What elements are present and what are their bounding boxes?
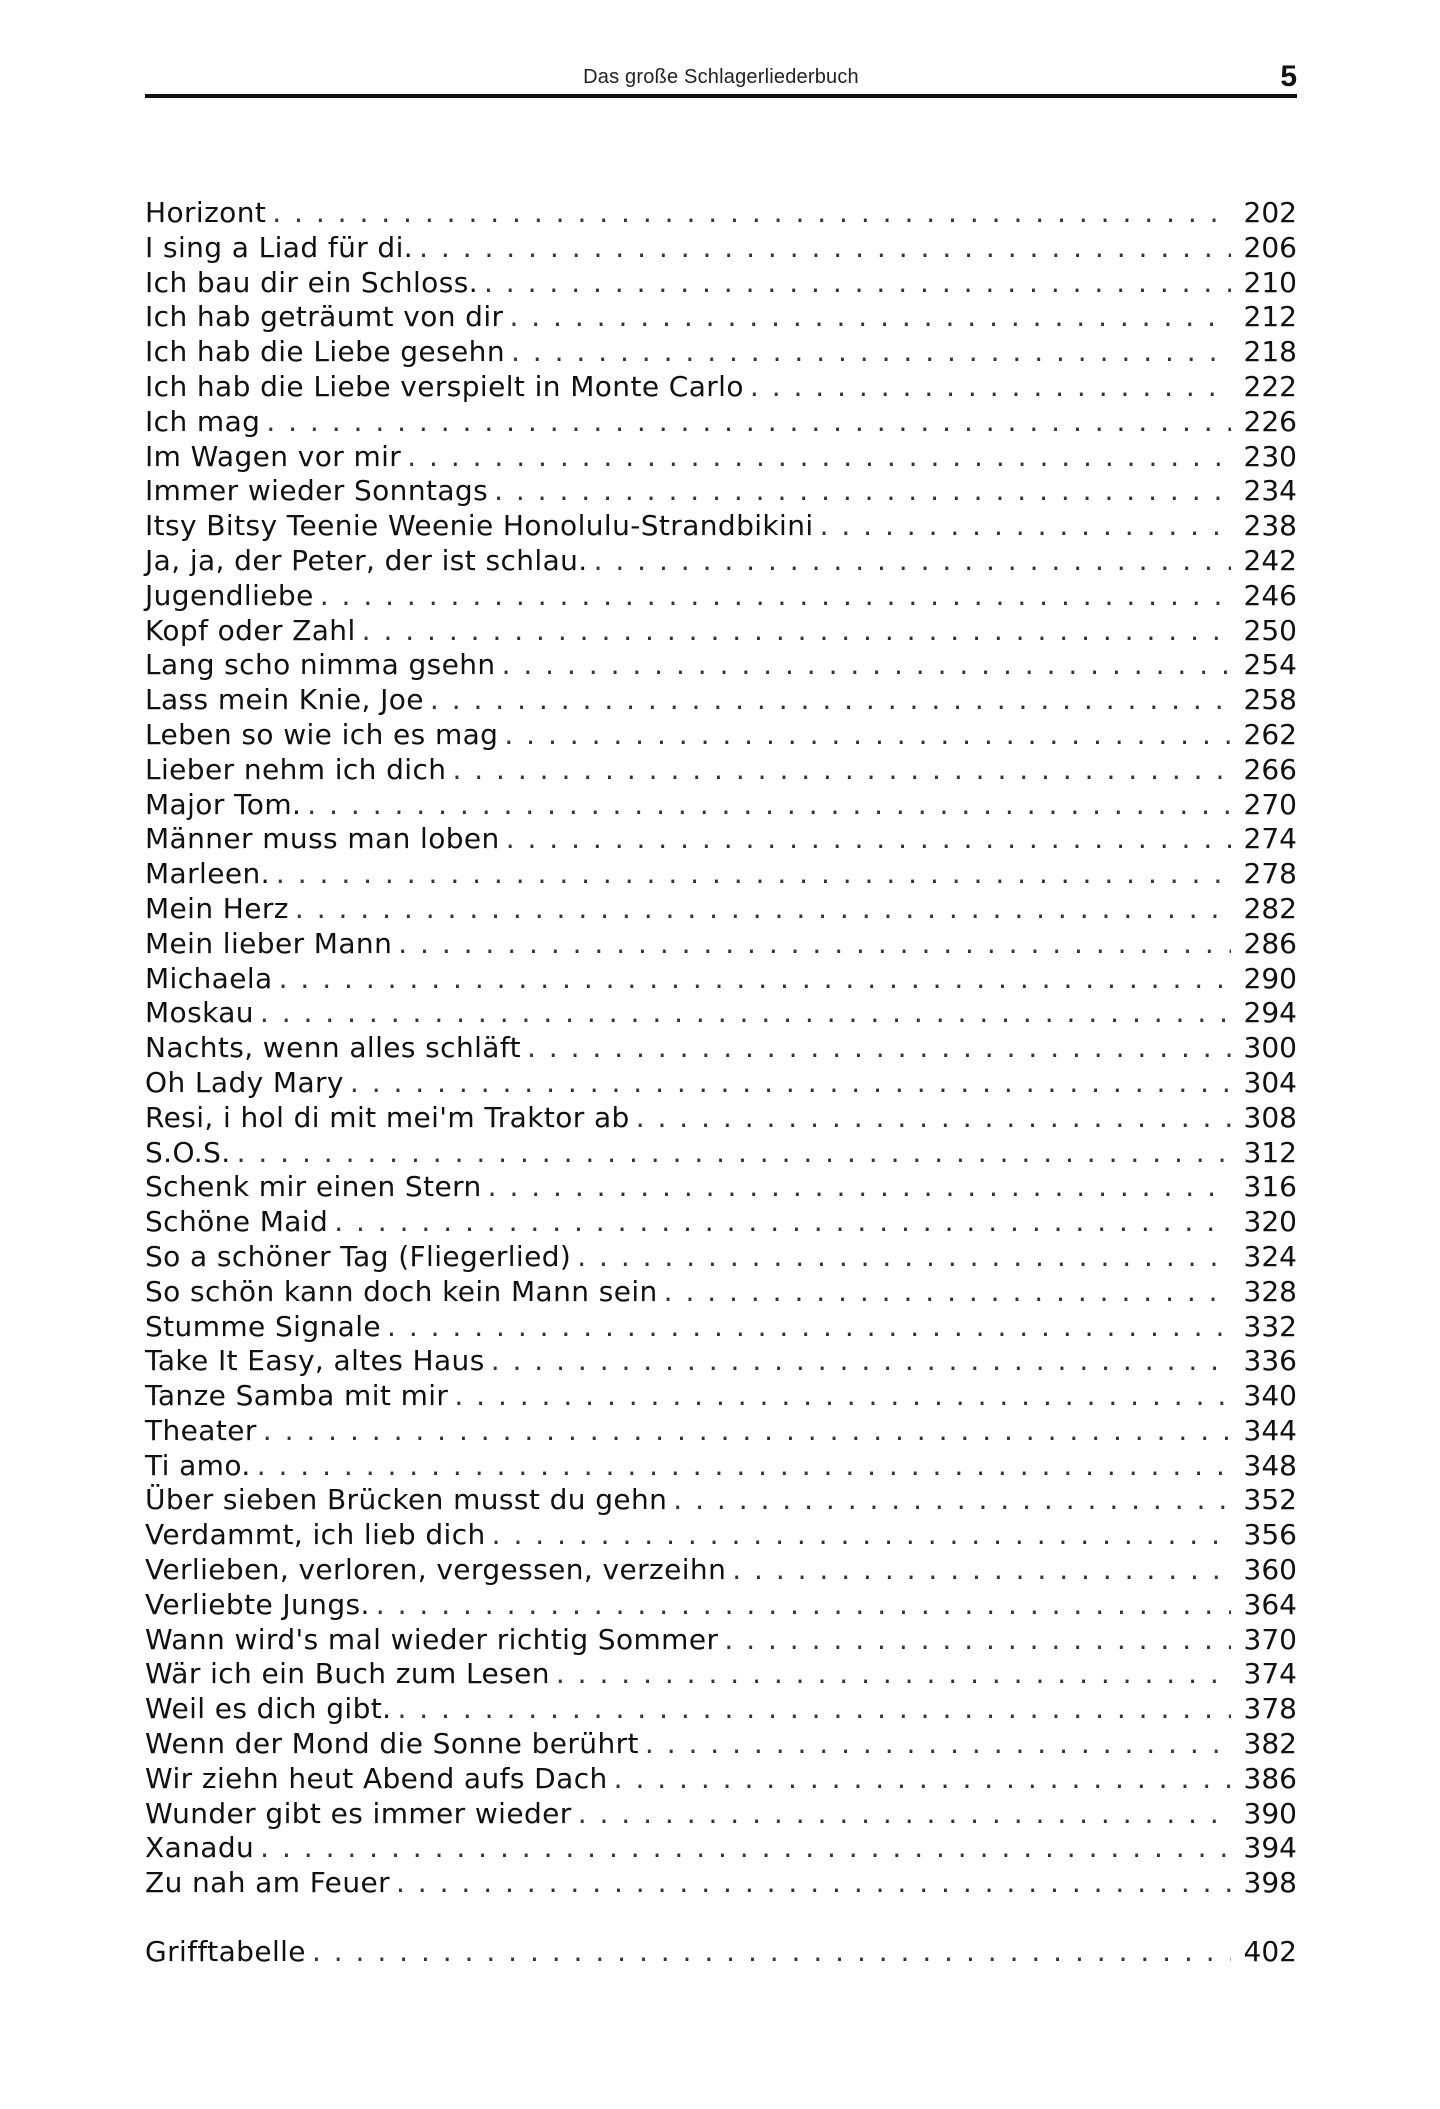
toc-entry-title: Oh Lady Mary: [145, 1065, 344, 1099]
toc-entry-page: 222: [1243, 369, 1297, 403]
toc-entry-page: 324: [1243, 1239, 1297, 1273]
toc-entry-title: Mein lieber Mann: [145, 926, 393, 960]
toc-entry-title: S.O.S.: [145, 1135, 231, 1169]
toc-entry: [145, 1797, 1297, 1832]
toc-entry-title: Wär ich ein Buch zum Lesen: [145, 1657, 550, 1691]
toc-entry-page: 270: [1243, 787, 1297, 821]
toc-entry: [145, 1518, 1297, 1553]
toc-entry-page: 238: [1243, 509, 1297, 543]
dot-leader: [237, 1136, 1231, 1171]
toc-entry-page: 230: [1243, 439, 1297, 473]
dot-leader: [502, 648, 1231, 683]
page-number: 5: [1280, 60, 1297, 93]
toc-entry: [145, 300, 1297, 335]
toc-entry: [145, 509, 1297, 544]
toc-entry: [145, 718, 1297, 753]
toc-entry: [145, 683, 1297, 718]
toc-entry: [145, 1414, 1297, 1449]
toc-entry-title: Verliebte Jungs.: [145, 1587, 370, 1621]
toc-entry-title: Lieber nehm ich dich: [145, 752, 447, 786]
toc-entry-page: 246: [1243, 578, 1297, 612]
toc-entry: [145, 1553, 1297, 1588]
dot-leader: [578, 1797, 1231, 1832]
dot-leader: [509, 300, 1231, 335]
dot-leader: [396, 1866, 1231, 1901]
toc-entry-title: So a schöner Tag (Fliegerlied): [145, 1239, 572, 1273]
toc-entry-title: Wann wird's mal wieder richtig Sommer: [145, 1622, 719, 1656]
toc-entry: [145, 1831, 1297, 1866]
toc-entry-page: 312: [1243, 1135, 1297, 1169]
toc-entry: [145, 1727, 1297, 1762]
toc-entry-title: Itsy Bitsy Teenie Weenie Honolulu-Strandbikini: [145, 509, 814, 543]
dot-leader: [398, 927, 1231, 962]
toc-entry: [145, 1205, 1297, 1240]
toc-entry-page: 294: [1243, 996, 1297, 1030]
dot-leader: [397, 1692, 1231, 1727]
dot-leader: [295, 892, 1231, 927]
toc-entry-title: Über sieben Brücken musst du gehn: [145, 1483, 668, 1517]
dot-leader: [820, 509, 1231, 544]
toc-entry-title: Lang scho nimma gsehn: [145, 648, 496, 682]
dot-leader: [376, 1588, 1231, 1623]
toc-entry-page: 290: [1243, 961, 1297, 995]
toc-entry: [145, 1483, 1297, 1518]
toc-entry-page: 364: [1243, 1587, 1297, 1621]
toc-entry-title: Lass mein Knie, Joe: [145, 683, 424, 717]
toc-entry: [145, 1623, 1297, 1658]
toc-entry-page: 394: [1243, 1831, 1297, 1865]
toc-entry-title: Ich hab geträumt von dir: [145, 300, 504, 334]
dot-leader: [645, 1727, 1231, 1762]
toc-entry: [145, 370, 1297, 405]
toc-entry: [145, 1310, 1297, 1345]
toc-entry-title: I sing a Liad für di.: [145, 230, 414, 264]
toc-entry-page: 356: [1243, 1518, 1297, 1552]
toc-entry-title: Schöne Maid: [145, 1205, 329, 1239]
toc-entry-page: 370: [1243, 1622, 1297, 1656]
toc-entry: [145, 753, 1297, 788]
dot-leader: [488, 1170, 1231, 1205]
toc-entry-title: Zu nah am Feuer: [145, 1866, 390, 1900]
toc-entry: [145, 544, 1297, 579]
toc-entry-page: 278: [1243, 857, 1297, 891]
toc-entry: [145, 1101, 1297, 1136]
toc-entry-page: 258: [1243, 683, 1297, 717]
dot-leader: [614, 1762, 1231, 1797]
toc-entry-title: Theater: [145, 1413, 257, 1447]
dot-leader: [492, 1518, 1231, 1553]
dot-leader: [350, 1066, 1231, 1101]
toc-entry-page: 300: [1243, 1031, 1297, 1065]
toc-entry-title: Ich hab die Liebe verspielt in Monte Carlo: [145, 369, 744, 403]
toc-entry-page: 328: [1243, 1274, 1297, 1308]
dot-leader: [430, 683, 1231, 718]
toc-entry: [145, 1066, 1297, 1101]
dot-leader: [491, 1344, 1231, 1379]
toc-entry: [145, 1866, 1297, 1901]
toc-entry: [145, 857, 1297, 892]
toc-entry-page: 286: [1243, 926, 1297, 960]
toc-entry-page: 360: [1243, 1553, 1297, 1587]
toc-entry-page: 266: [1243, 752, 1297, 786]
toc-entry: [145, 196, 1297, 231]
toc-entry: [145, 788, 1297, 823]
dot-leader: [750, 370, 1231, 405]
toc-entry-page: 352: [1243, 1483, 1297, 1517]
toc-entry-title: Tanze Samba mit mir: [145, 1379, 449, 1413]
toc-entry-title: Ich mag: [145, 404, 261, 438]
toc-entry-title: Verlieben, verloren, vergessen, verzeihn: [145, 1553, 727, 1587]
toc-entry-page: 344: [1243, 1413, 1297, 1447]
toc-entry-title: Immer wieder Sonntags: [145, 474, 489, 508]
toc-entry-page: 304: [1243, 1065, 1297, 1099]
toc-entry-title: Grifftabelle: [145, 1935, 306, 1968]
toc-entry-title: Jugendliebe: [145, 578, 314, 612]
toc-entry-title: Schenk mir einen Stern: [145, 1170, 482, 1204]
toc-entry-page: 250: [1243, 613, 1297, 647]
toc-entry-title: Stumme Signale: [145, 1309, 382, 1343]
toc-entry-title: Ja, ja, der Peter, der ist schlau.: [145, 543, 588, 577]
header-divider: [145, 94, 1297, 98]
toc-entry-title: Wir ziehn heut Abend aufs Dach: [145, 1761, 608, 1795]
toc-entry: [145, 335, 1297, 370]
dot-leader: [506, 822, 1231, 857]
toc-entry-grifftabelle: [145, 1935, 1297, 1970]
toc-entry-page: 274: [1243, 822, 1297, 856]
toc-entry-page: 218: [1243, 335, 1297, 369]
toc-entry: [145, 1275, 1297, 1310]
toc-entry-title: Mein Herz: [145, 891, 289, 925]
dot-leader: [664, 1275, 1231, 1310]
toc-entry-page: 254: [1243, 648, 1297, 682]
page-header: [145, 58, 1297, 98]
dot-leader: [320, 579, 1231, 614]
toc-entry-page: 390: [1243, 1796, 1297, 1830]
toc-entry-page: 234: [1243, 474, 1297, 508]
toc-entry: [145, 440, 1297, 475]
toc-entry-page: 348: [1243, 1448, 1297, 1482]
toc-entry-title: Michaela: [145, 961, 273, 995]
toc-entry-page: 340: [1243, 1379, 1297, 1413]
dot-leader: [257, 1449, 1231, 1484]
toc-entry: [145, 1240, 1297, 1275]
dot-leader: [272, 196, 1231, 231]
toc-entry: [145, 962, 1297, 997]
toc-entry-page: 242: [1243, 543, 1297, 577]
dot-leader: [452, 753, 1231, 788]
toc-entry: [145, 1344, 1297, 1379]
toc-entry: [145, 579, 1297, 614]
toc-entry-page: 308: [1243, 1100, 1297, 1134]
toc-entry-page: 282: [1243, 891, 1297, 925]
toc-entry-title: Männer muss man loben: [145, 822, 500, 856]
toc-entry-title: Wenn der Mond die Sonne berührt: [145, 1727, 639, 1761]
dot-leader: [419, 231, 1231, 266]
toc-entry: [145, 1031, 1297, 1066]
dot-leader: [387, 1310, 1231, 1345]
toc-entry-page: 398: [1243, 1866, 1297, 1900]
toc-entry-page: 206: [1243, 230, 1297, 264]
dot-leader: [407, 440, 1231, 475]
toc-entry-page: 262: [1243, 717, 1297, 751]
dot-leader: [636, 1101, 1231, 1136]
toc-entry-title: So schön kann doch kein Mann sein: [145, 1274, 658, 1308]
toc-entry-title: Verdammt, ich lieb dich: [145, 1518, 486, 1552]
toc-entry-page: 336: [1243, 1344, 1297, 1378]
toc-entry-title: Nachts, wenn alles schläft: [145, 1031, 521, 1065]
dot-leader: [334, 1205, 1231, 1240]
toc-entry-page: 378: [1243, 1692, 1297, 1726]
toc-entry: [145, 1170, 1297, 1205]
dot-leader: [279, 962, 1231, 997]
toc-entry: [145, 1657, 1297, 1692]
toc-entry: [145, 1136, 1297, 1171]
toc-entry-title: Xanadu: [145, 1831, 255, 1865]
toc-entry-title: Leben so wie ich es mag: [145, 717, 499, 751]
toc-entry: [145, 648, 1297, 683]
toc-entry: [145, 927, 1297, 962]
table-of-contents: [145, 196, 1297, 1901]
toc-entry-title: Wunder gibt es immer wieder: [145, 1796, 572, 1830]
toc-entry-page: 332: [1243, 1309, 1297, 1343]
toc-entry: [145, 996, 1297, 1031]
toc-entry: [145, 1692, 1297, 1727]
toc-entry-title: Major Tom.: [145, 787, 302, 821]
toc-entry: [145, 892, 1297, 927]
toc-entry-title: Kopf oder Zahl: [145, 613, 356, 647]
dot-leader: [494, 474, 1231, 509]
dot-leader: [260, 996, 1231, 1031]
dot-leader: [732, 1553, 1231, 1588]
toc-entry-title: Marleen.: [145, 857, 270, 891]
dot-leader: [673, 1483, 1231, 1518]
toc-entry-title: Im Wagen vor mir: [145, 439, 402, 473]
dot-leader: [556, 1657, 1231, 1692]
appendix-section: [145, 1935, 1297, 1970]
dot-leader: [263, 1414, 1231, 1449]
dot-leader: [527, 1031, 1231, 1066]
dot-leader: [260, 1831, 1231, 1866]
toc-entry: [145, 266, 1297, 301]
dot-leader: [484, 266, 1231, 301]
toc-entry-title: Take It Easy, altes Haus: [145, 1344, 485, 1378]
dot-leader: [724, 1623, 1231, 1658]
dot-leader: [307, 788, 1231, 823]
book-title: Das große Schlagerliederbuch: [583, 66, 859, 88]
toc-entry: [145, 1588, 1297, 1623]
dot-leader: [362, 614, 1231, 649]
dot-leader: [511, 335, 1231, 370]
dot-leader: [504, 718, 1231, 753]
toc-entry: [145, 474, 1297, 509]
toc-entry: [145, 614, 1297, 649]
toc-entry-title: Ich bau dir ein Schloss.: [145, 265, 478, 299]
toc-entry-page: 382: [1243, 1727, 1297, 1761]
toc-entry-page: 212: [1243, 300, 1297, 334]
toc-entry: [145, 822, 1297, 857]
toc-entry-page: 316: [1243, 1170, 1297, 1204]
toc-entry-title: Moskau: [145, 996, 254, 1030]
toc-entry-title: Horizont: [145, 196, 267, 229]
toc-entry: [145, 1762, 1297, 1797]
dot-leader: [266, 405, 1231, 440]
toc-entry-title: Ich hab die Liebe gesehn: [145, 335, 505, 369]
toc-entry-title: Ti amo.: [145, 1448, 251, 1482]
toc-entry-title: Resi, i hol di mit mei'm Traktor ab: [145, 1100, 630, 1134]
toc-entry-page: 202: [1243, 196, 1297, 229]
toc-entry-page: 210: [1243, 265, 1297, 299]
toc-entry-page: 386: [1243, 1761, 1297, 1795]
toc-entry-page: 402: [1243, 1935, 1297, 1968]
toc-entry: [145, 1449, 1297, 1484]
toc-entry-page: 320: [1243, 1205, 1297, 1239]
dot-leader: [454, 1379, 1231, 1414]
toc-entry-page: 226: [1243, 404, 1297, 438]
dot-leader: [276, 857, 1231, 892]
toc-entry: [145, 231, 1297, 266]
dot-leader: [594, 544, 1231, 579]
toc-entry: [145, 1379, 1297, 1414]
toc-entry-page: 374: [1243, 1657, 1297, 1691]
dot-leader: [577, 1240, 1231, 1275]
toc-entry: [145, 405, 1297, 440]
toc-entry-title: Weil es dich gibt.: [145, 1692, 392, 1726]
dot-leader: [312, 1935, 1231, 1970]
